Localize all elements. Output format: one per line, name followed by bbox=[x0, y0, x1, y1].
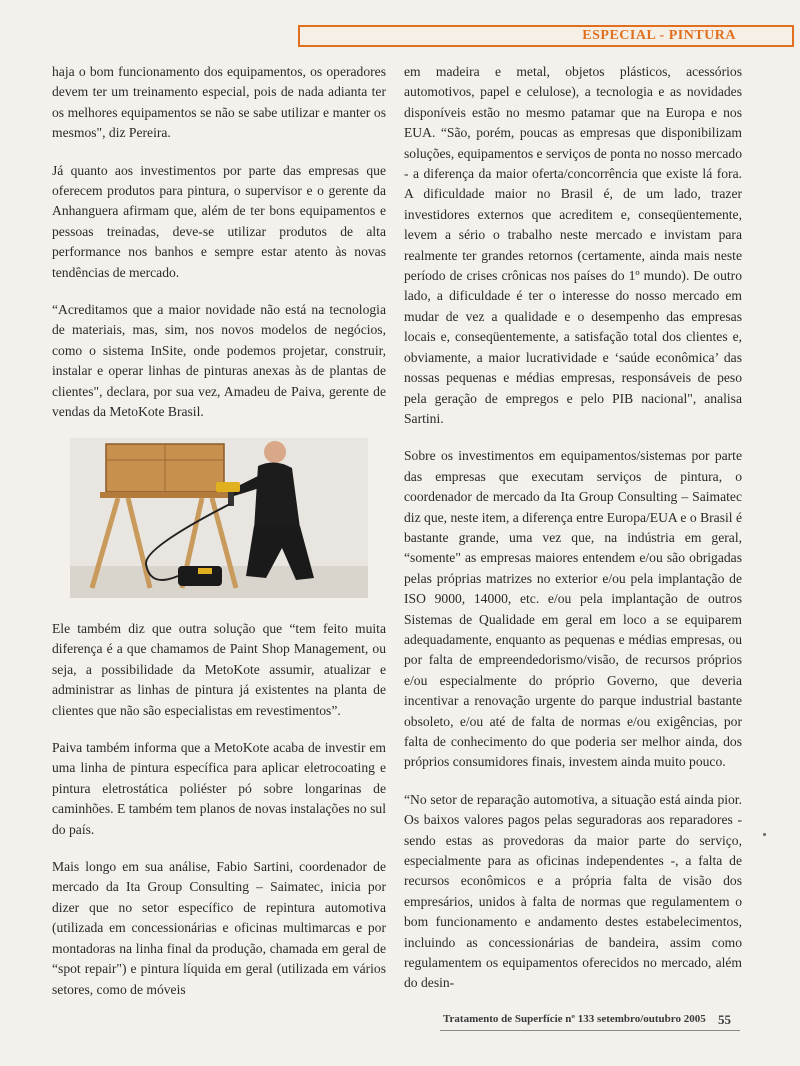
paragraph: haja o bom funcionamento dos equipamentos, os operadores devem ter um treinamento especial, pois de nada adianta ter os melhores equipamentos se não se sabe utilizar e manter os mesmos", diz Pereira. bbox=[52, 64, 386, 141]
paragraph: “Acreditamos que a maior novidade não está na tecnologia de materiais, mas, sim, nos novos modelos de negócios, como o sistema InSite, onde podemos projetar, construir, instalar e operar linhas de pinturas anexas às de plantas de clientes", declara, por sua vez, Amadeu de Paiva, gerente de vendas da MetoKote Brasil. bbox=[52, 302, 386, 420]
paragraph: Paiva também informa que a MetoKote acaba de investir em uma linha de pintura específica para aplicar eletrocoating e pintura eletrostática poliéster pó sobre longarinas de caminhões. E também tem planos de novas instalações no sul do país. bbox=[52, 740, 386, 837]
left-column-continuation bbox=[52, 619, 386, 1000]
page-number: 55 bbox=[718, 1012, 731, 1027]
footer-divider bbox=[440, 1030, 740, 1031]
left-column bbox=[52, 62, 386, 997]
section-title: ESPECIAL - PINTURA bbox=[582, 28, 736, 43]
paragraph: “No setor de reparação automotiva, a situação está ainda pior. Os baixos valores pagos pelas seguradoras aos reparadores - sendo estas as provedoras da maior parte do serviço, especialmente para as oficinas independentes -, a falta de recursos econômicos e a própria falta de visão dos empresários, unidos à falta de normas que regulamentem o bom funcionamento e andamento destes estabelecimentos, incluindo as concessionárias de bandeira, assim como regulamentem os equipamentos oferecidos no mercado, além do desin- bbox=[404, 791, 742, 991]
footer-publication: Tratamento de Superfície nº 133 setembro/outubro 2005 bbox=[443, 1013, 706, 1025]
paragraph: Ele também diz que outra solução que “tem feito muita diferença é a que chamamos de Paint Shop Management, ou seja, a possibilidade da MetoKote assumir, atualizar e administrar as linhas de pintura já existentes na planta de clientes que não são especialistas em revestimentos”. bbox=[52, 621, 386, 718]
section-header bbox=[298, 25, 794, 47]
paragraph: Mais longo em sua análise, Fabio Sartini, coordenador de mercado da Ita Group Consulting – Saimatec, inicia por dizer que no setor específico de repintura automotiva (utilizada em concessionárias e oficinas multimarcas e por montadoras na linha final da produção, chamada em geral de “spot repair") e pintura líquida em geral (utilizada em vários setores, como de móveis bbox=[52, 859, 386, 997]
right-column bbox=[404, 62, 742, 994]
paragraph: em madeira e metal, objetos plásticos, acessórios automotivos, papel e celulose), a tecnologia e as novidades disponíveis estão no mesmo patamar que na Europa e nos EUA. “São, porém, poucas as empresas que disponibilizam soluções, equipamentos e serviços de ponta no nosso mercado - a diferença da maior oferta/concorrência que existe lá fora. A dificuldade maior no Brasil é, de um lado, trazer investidores externos que acreditem e, conseqüentemente, levem a sério o trabalho neste mercado e invistam para realmente ter grandes retornos (certamente, ainda mais neste período de crises crônicas nos países do 1º mundo). De outro lado, a dificuldade é ter o interesse do nosso mercado em mudar de vez a qualidade e o desempenho das empresas locais e, conseqüentemente, a satisfação total dos clientes e, obviamente, a maior lucratividade e ‘saúde econômica’ das nossas pequenas e médias empresas, responsáveis de peso pela geração de empregos e pelo PIB nacional", analisa Sartini. bbox=[404, 64, 742, 426]
stray-mark bbox=[763, 833, 766, 836]
paragraph: Já quanto aos investimentos por parte das empresas que oferecem produtos para pintura, o supervisor e o gerente da Anhanguera afirmam que, além de ter bons equipamentos e pessoas treinadas, deve-se utilizar produtos de alta performance nos banhos e sempre estar atento às novas tendências de mercado. bbox=[52, 162, 386, 280]
paragraph: Sobre os investimentos em equipamentos/sistemas por parte das empresas que executam serviços de pintura, o coordenador de mercado da Ita Group Consulting – Saimatec diz que, neste item, a diferença entre Europa/EUA e o Brasil é bastante grande, uma vez que, na indústria em geral, “somente" as empresas maiores entendem e/ou são obrigadas pelas próprias matrizes no exterior e/ou pela implantação de ISO 9000, 14000, etc. e/ou pela implantação de outros Sistemas de Qualidade em geral em loco a se equiparem adequadamente, enquanto as pequenas e médias empresas, ou por falta de empreendedorismo/visão, de recursos próprios e/ou especialmente do próprio Governo, que deveria incentivar a renovação urgente do parque industrial bastante obsoleto, e/ou até de falta de normas e/ou exigências, por falta de conhecimento do que poderia ser melhor ainda, dos próprios consumidores finais, investem ainda muito pouco. bbox=[404, 448, 742, 770]
photo-illustration bbox=[70, 438, 368, 598]
photo-man-spray-painting-wooden-box bbox=[70, 438, 368, 598]
